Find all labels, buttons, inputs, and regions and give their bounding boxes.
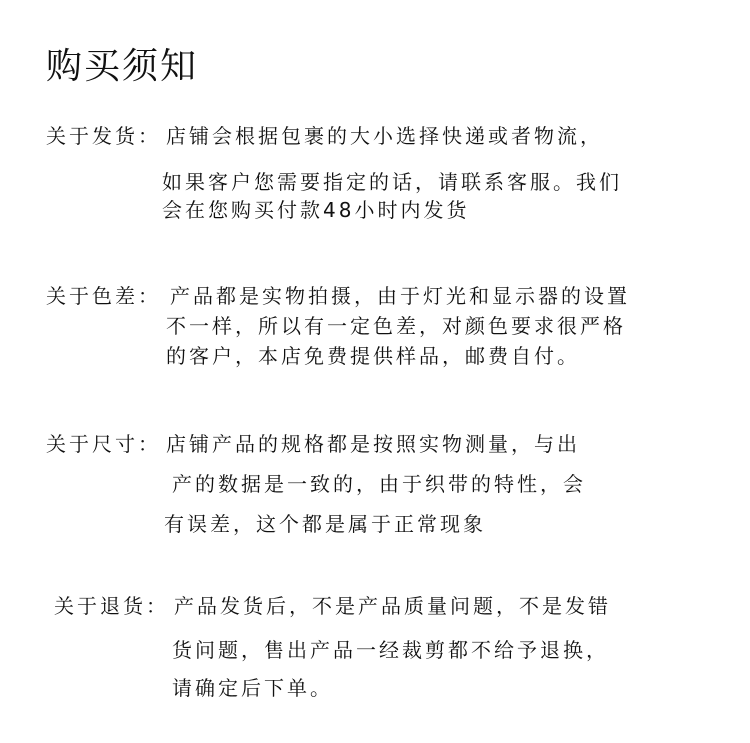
page-title: 购买须知	[46, 46, 199, 87]
section-color-label: 关于色差：	[46, 284, 161, 308]
section-return-line: 产品发货后，不是产品质量问题，不是发错	[174, 594, 611, 618]
section-shipping-line: 会在您购买付款48小时内发货	[162, 198, 470, 222]
section-size-line: 有误差，这个都是属于正常现象	[164, 512, 486, 536]
section-size-line: 店铺产品的规格都是按照实物测量，与出	[166, 432, 580, 456]
section-return-line: 请确定后下单。	[172, 676, 333, 700]
section-color-line: 产品都是实物拍摄，由于灯光和显示器的设置	[170, 284, 630, 308]
section-size-line: 产的数据是一致的，由于织带的特性，会	[172, 472, 586, 496]
section-color-line: 不一样，所以有一定色差，对颜色要求很严格	[166, 314, 626, 338]
section-shipping-label: 关于发货：	[46, 124, 161, 148]
section-color-line: 的客户，本店免费提供样品，邮费自付。	[166, 344, 580, 368]
section-shipping-line: 如果客户您需要指定的话，请联系客服。我们	[162, 170, 622, 194]
section-shipping-line: 店铺会根据包裹的大小选择快递或者物流，	[166, 124, 603, 148]
section-return-line: 货问题，售出产品一经裁剪都不给予退换，	[172, 638, 609, 662]
section-return-label: 关于退货：	[54, 594, 169, 618]
section-size-label: 关于尺寸：	[46, 432, 161, 456]
